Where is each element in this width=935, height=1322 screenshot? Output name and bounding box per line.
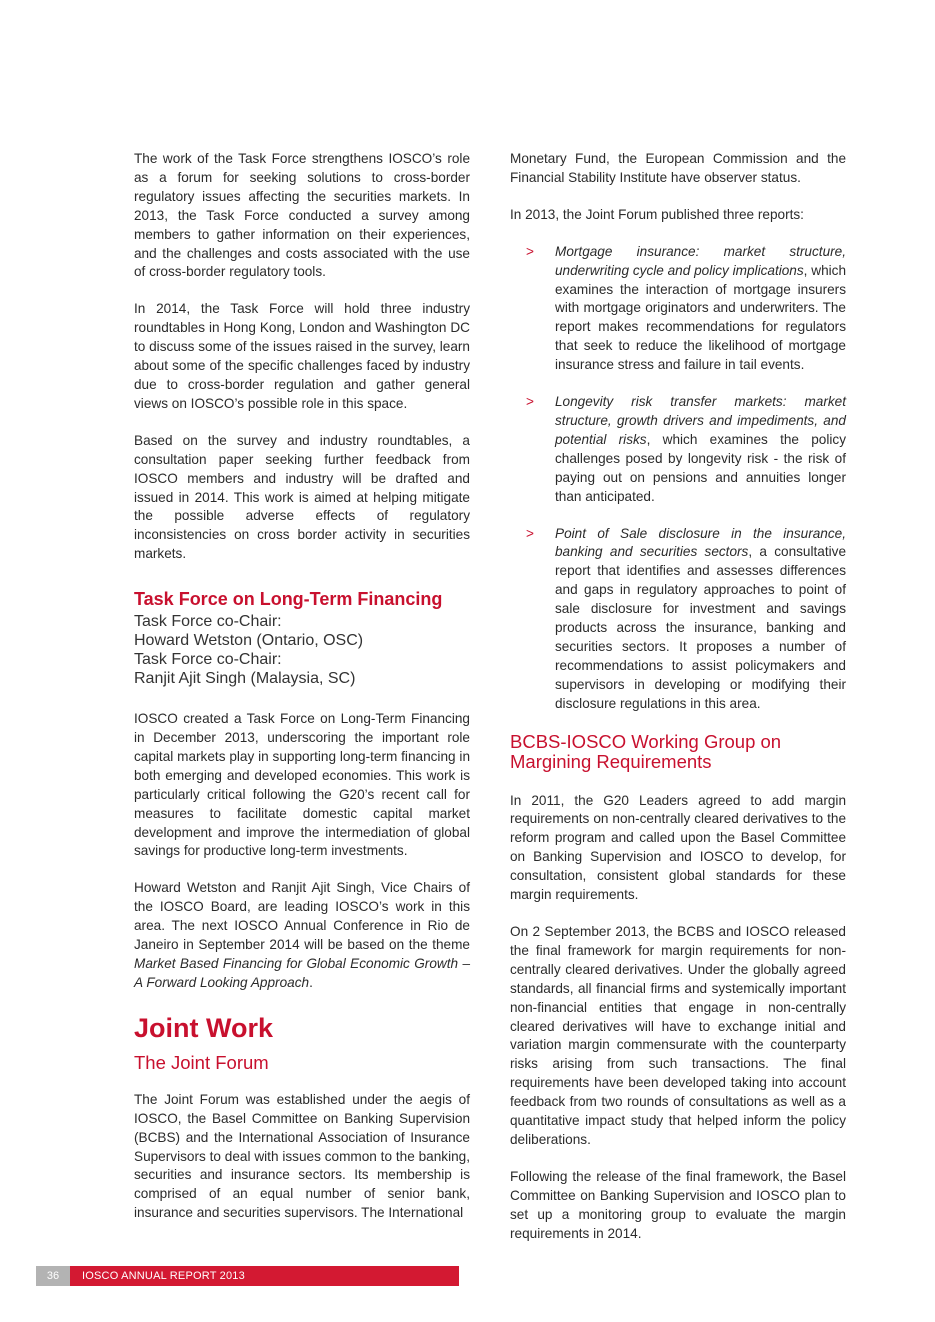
page-number: 36	[36, 1266, 70, 1286]
report-title: Mortgage insurance: market structure, underwriting cycle and policy implications	[555, 243, 846, 278]
bullet-chevron-icon: >	[526, 394, 534, 410]
right-column	[510, 150, 846, 1262]
paragraph: In 2011, the G20 Leaders agreed to add margin requirements on non-centrally cleared derivatives to the reform program and called upon the Basel Committee on Banking Supervision and IOSCO to develop, for consultation, consistent global standards for these margin requirements.	[510, 792, 846, 903]
left-column	[134, 150, 470, 1241]
section-heading-long-term-financing: Task Force on Long-Term Financing	[134, 589, 443, 610]
report-description: , which examines the interaction of mortgage insurers with mortgage originators and underwriters. The report makes recommendations for regulators that seek to reduce the likelihood of mortgage insurance stress and failure in tail events.	[555, 262, 847, 373]
report-title: Point of Sale disclosure in the insurance, banking and securities sectors	[555, 525, 846, 560]
chair-label: Task Force co-Chair:	[134, 613, 282, 631]
joint-forum-heading: The Joint Forum	[134, 1051, 269, 1073]
paragraph: Monetary Fund, the European Commission and the Financial Stability Institute have observer status.	[510, 151, 846, 185]
report-description: , which examines the policy challenges posed by longevity risk - the risk of paying out on pensions and annuities longer than anticipated.	[555, 431, 846, 504]
report-list-item	[510, 393, 846, 506]
report-list-item	[510, 243, 846, 375]
chair-label: Task Force co-Chair:	[134, 651, 282, 669]
paragraph: In 2013, the Joint Forum published three reports:	[510, 206, 804, 222]
chair-name: Howard Wetston (Ontario, OSC)	[134, 632, 364, 650]
paragraph-end: .	[309, 974, 313, 990]
paragraph: In 2014, the Task Force will hold three industry roundtables in Hong Kong, London and Washington DC to discuss some of the issues raised in the survey, learn about some of the specific challenges faced by industry due to cross-border regulation and gather general views on IOSCO’s possible role in this space.	[134, 301, 470, 411]
bullet-chevron-icon: >	[526, 525, 534, 541]
report-list-item	[510, 525, 846, 714]
paragraph	[134, 879, 470, 992]
paragraph: Based on the survey and industry roundtables, a consultation paper seeking further feedback from IOSCO members and industry will be drafted and issued in 2014. This work is aimed at helping mitigate the possible adverse effects of regulatory inconsistencies on cross border activity in securities markets.	[134, 432, 470, 562]
paragraph: Following the release of the final framework, the Basel Committee on Banking Supervision and IOSCO plan to set up a monitoring group to evaluate the margin requirements in 2014.	[510, 1168, 846, 1241]
paragraph: The Joint Forum was established under the aegis of IOSCO, the Basel Committee on Banking Supervision (BCBS) and the International Association of Insurance Supervisors to deal with issues common to the banking, securities and insurance sectors. Its membership is comprised of an equal number of senior bank, insurance and securities supervisors. The International	[134, 1091, 470, 1221]
task-force-chairs	[134, 612, 470, 688]
paragraph: The work of the Task Force strengthens IOSCO’s role as a forum for seeking solutions to cross-border regulatory issues affecting the securities markets. In 2013, the Task Force conducted a survey among members to gather information on their experiences, and the challenges and costs associated with the use of cross-border regulatory tools.	[134, 151, 470, 280]
bullet-chevron-icon: >	[526, 243, 534, 259]
joint-work-heading: Joint Work	[134, 1012, 274, 1043]
conference-theme: Market Based Financing for Global Economic Growth – A Forward Looking Approach	[134, 956, 470, 990]
report-title: Longevity risk transfer markets: market structure, growth drivers and impediments, and potential risks	[555, 394, 846, 447]
footer-title: IOSCO ANNUAL REPORT 2013	[82, 1270, 245, 1282]
paragraph: IOSCO created a Task Force on Long-Term Financing in December 2013, underscoring the important role capital markets play in supporting long-term financing in both emerging and developed economies. This work is particularly critical following the G20’s recent call for measures to facilitate domestic capital market development and improve the intermediation of global savings for productive long-term investments.	[134, 711, 470, 859]
page-footer-bar	[36, 1266, 459, 1286]
paragraph-text: Howard Wetston and Ranjit Ajit Singh, Vice Chairs of the IOSCO Board, are leading IOSCO’s work in this area. The next IOSCO Annual Conference in Rio de Janeiro in September 2014 will be based on the theme	[134, 880, 470, 953]
chair-name: Ranjit Ajit Singh (Malaysia, SC)	[134, 670, 356, 688]
bcbs-iosco-heading: BCBS-IOSCO Working Group on Margining Requirements	[510, 730, 782, 772]
report-description: , a consultative report that identifies and assesses differences and gaps in regulatory approaches to point of sale disclosure for investment and savings products across the insurance, banking and securities sectors. It proposes a number of recommendations to assist policymakers and supervisors in developing or modifying their disclosure regulations in this area.	[555, 544, 847, 711]
paragraph: On 2 September 2013, the BCBS and IOSCO released the final framework for margin requirements for non-centrally cleared derivatives. Under the globally agreed standards, all financial firms and systemically important non-financial entities that engage in non-centrally cleared derivatives will have to exchange initial and variation margin commensurate with the counterparty risks arising from such transactions. The final requirements have been developed taking into account feedback from two rounds of consultations as well as a quantitative impact study that helped inform the policy deliberations.	[510, 924, 846, 1147]
